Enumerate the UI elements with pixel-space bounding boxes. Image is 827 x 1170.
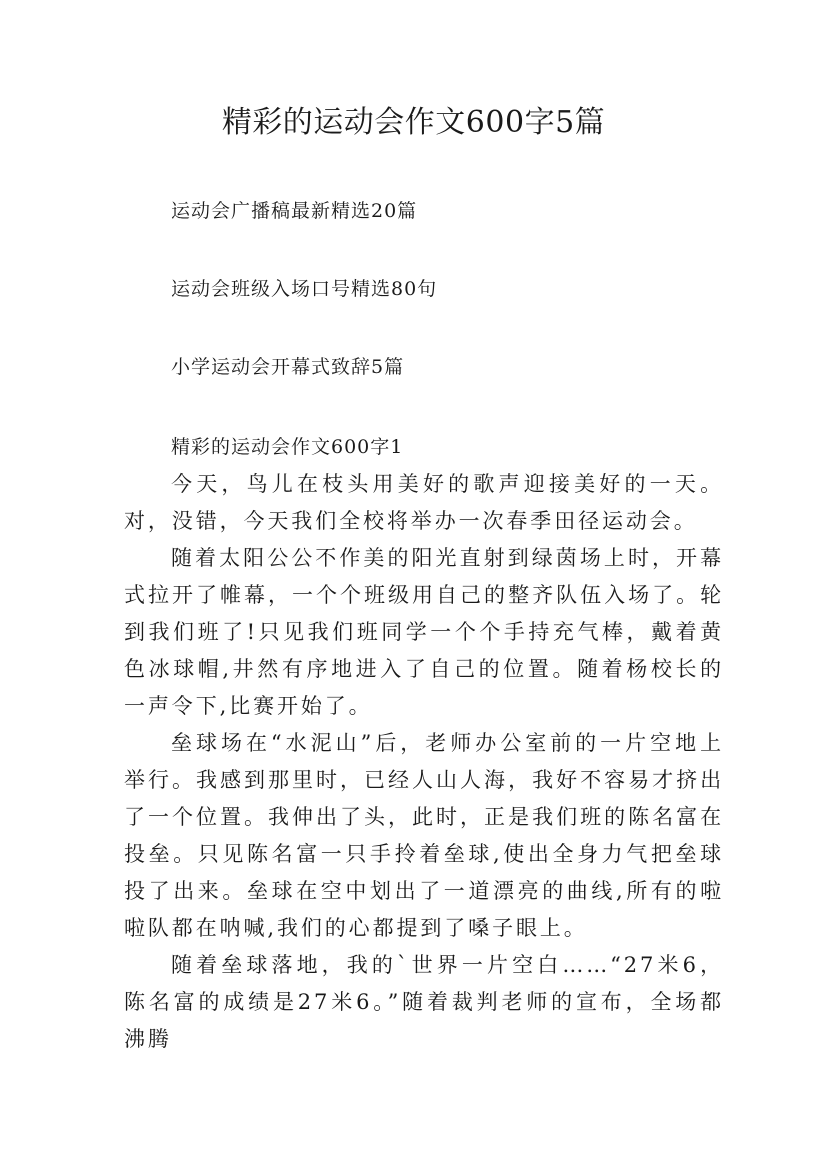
related-article-link[interactable]: 运动会广播稿最新精选20篇 <box>171 200 418 222</box>
document-title: 精彩的运动会作文600字5篇 <box>221 105 606 140</box>
paragraph: 随着太阳公公不作美的阳光直射到绿茵场上时，开幕式拉开了帷幕，一个个班级用自己的整齐队伍入场了。轮到我们班了!只见我们班同学一个个手持充气棒，戴着黄色冰球帽,井然有序地进入了自己的位置。随着杨校长的一声令下,比赛开始了。 <box>124 546 724 718</box>
article-body <box>124 429 724 1058</box>
paragraph: 今天，鸟儿在枝头用美好的歌声迎接美好的一天。对，没错，今天我们全校将举办一次春季田径运动会。 <box>124 472 724 533</box>
section-heading: 精彩的运动会作文600字1 <box>171 436 404 458</box>
related-article-link[interactable]: 小学运动会开幕式致辞5篇 <box>171 356 405 378</box>
paragraph: 随着垒球落地，我的`世界一片空白……“27米6，陈名富的成绩是27米6。”随着裁判老师的宣布，全场都沸腾 <box>124 953 724 1051</box>
paragraph: 垒球场在“水泥山”后，老师办公室前的一片空地上举行。我感到那里时，已经人山人海，我好不容易才挤出了一个位置。我伸出了头，此时，正是我们班的陈名富在投垒。只见陈名富一只手拎着垒球,使出全身力气把垒球投了出来。垒球在空中划出了一道漂亮的曲线,所有的啦啦队都在呐喊,我们的心都提到了嗓子眼上。 <box>124 731 724 940</box>
related-article-link[interactable]: 运动会班级入场口号精选80句 <box>171 278 438 300</box>
